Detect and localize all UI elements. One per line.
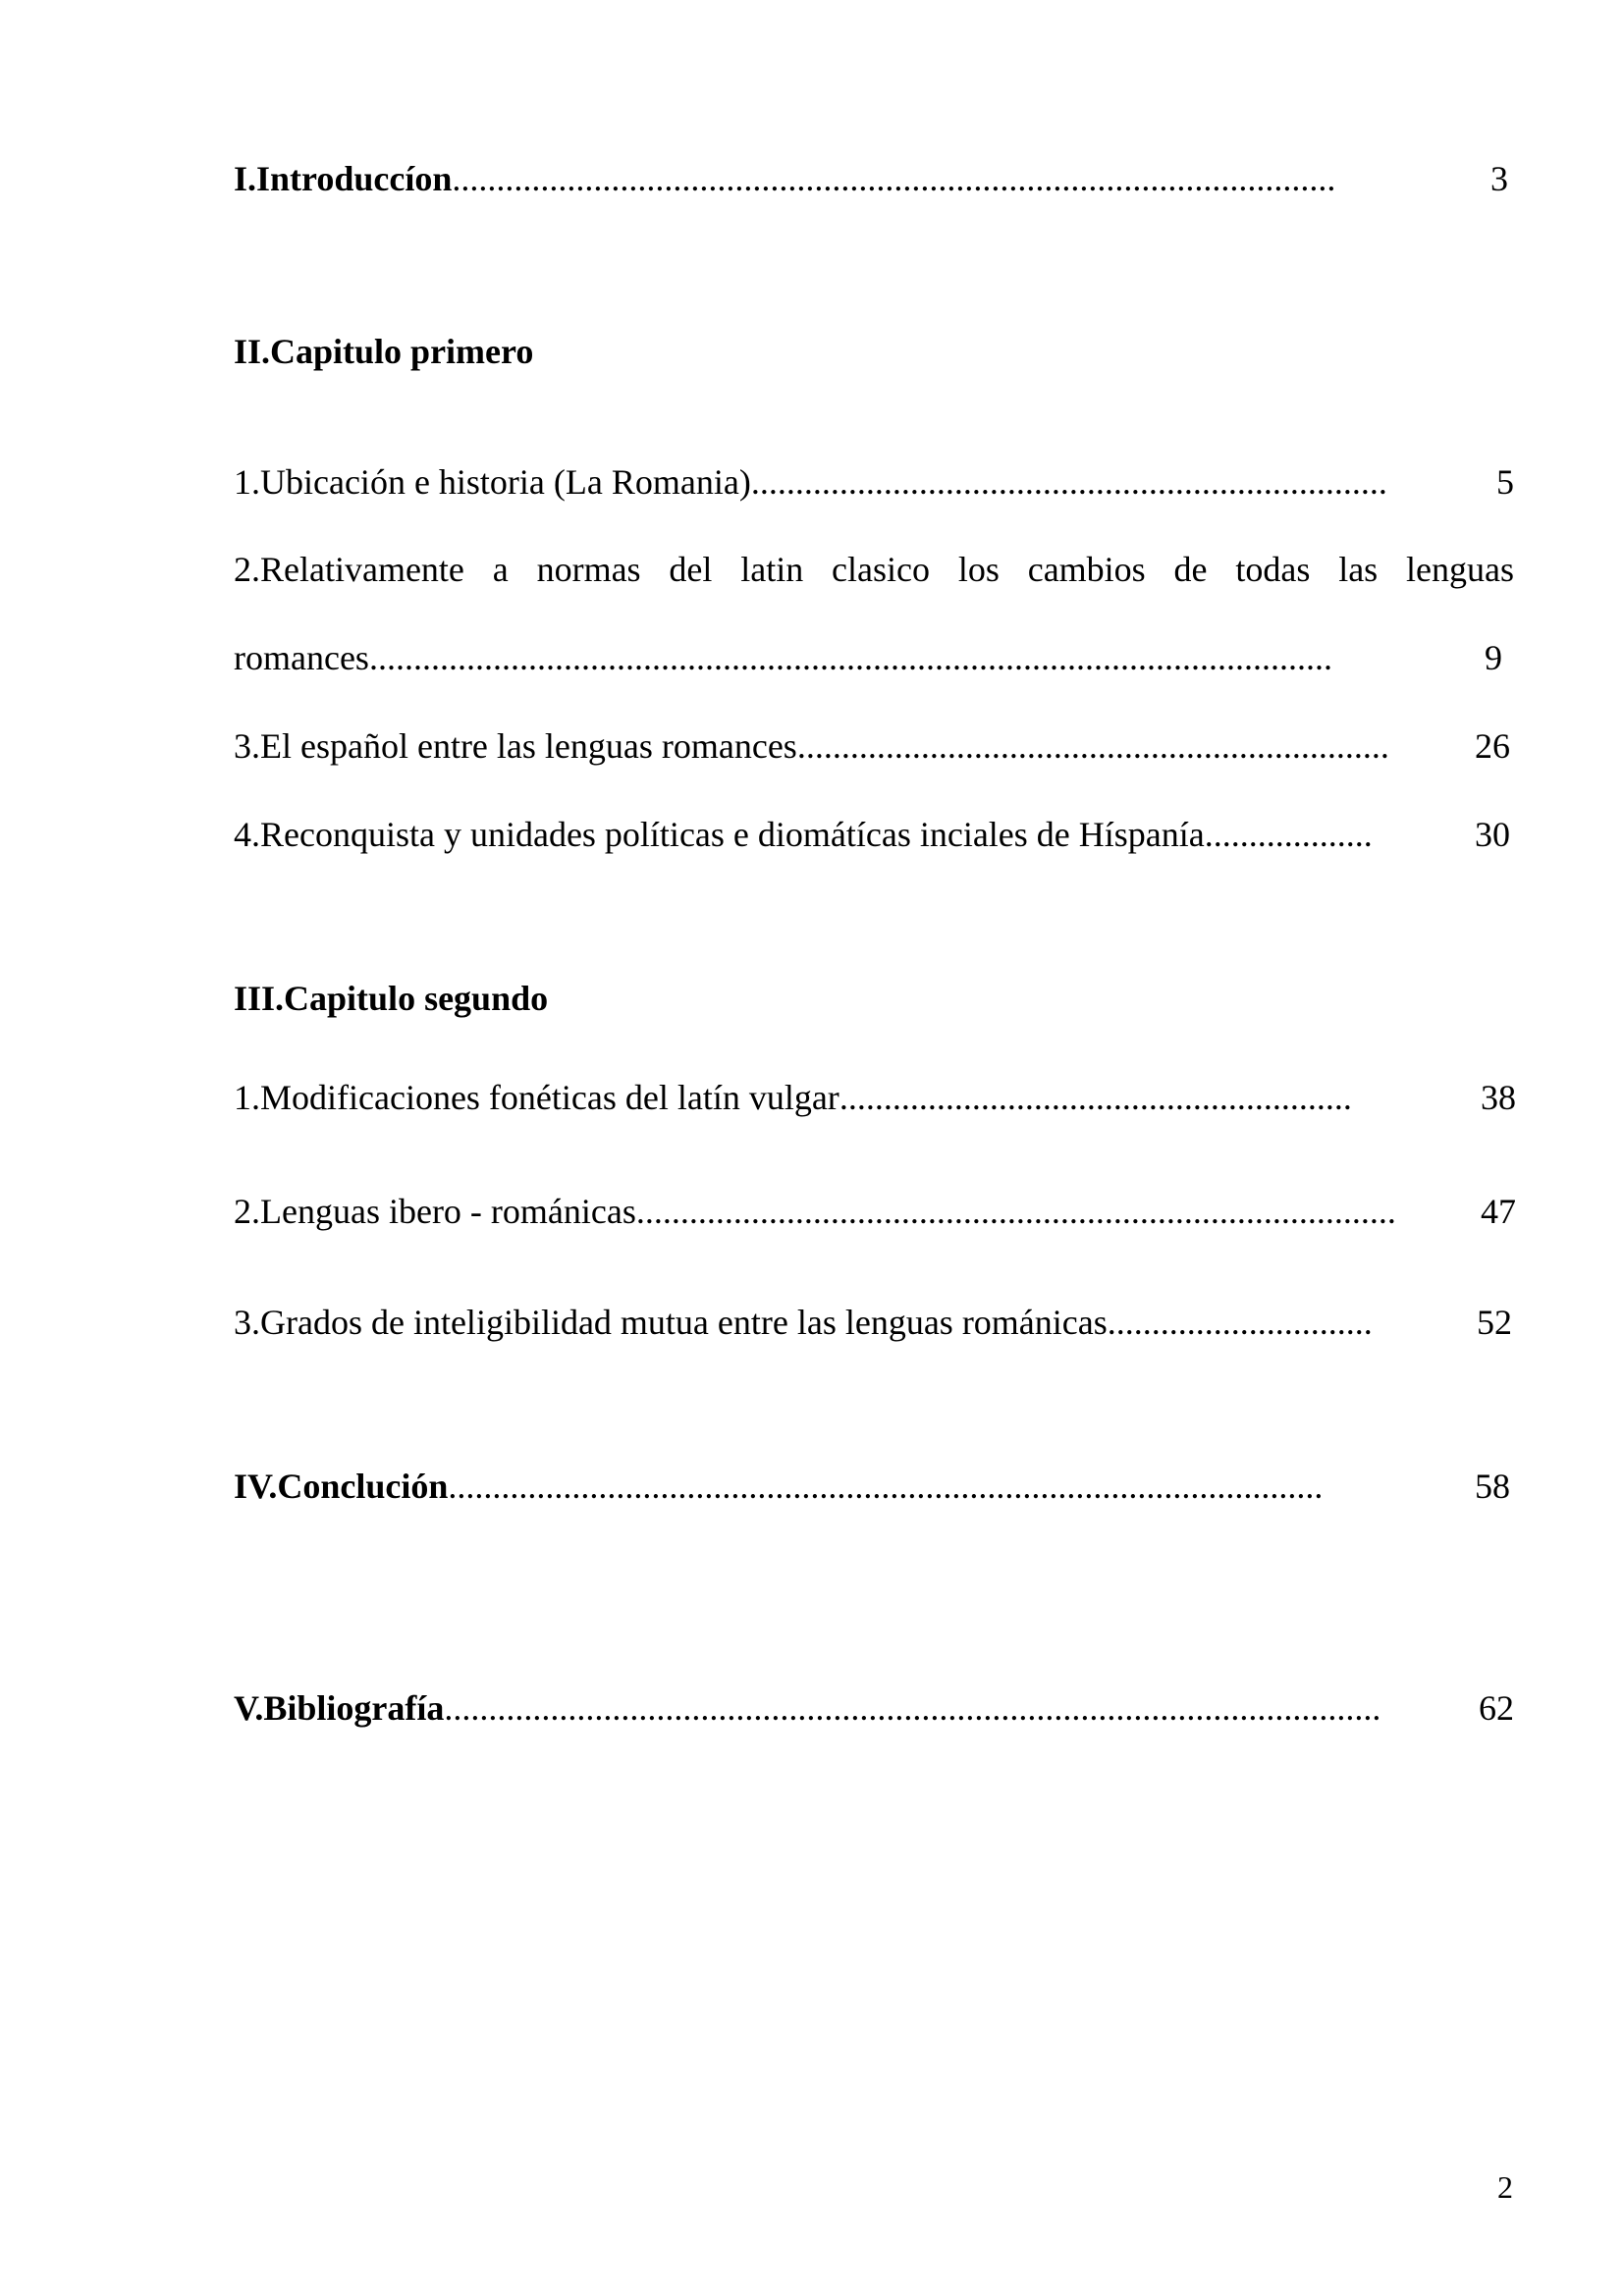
- toc-entry-label: romances: [234, 638, 369, 677]
- toc-entry-grados: [234, 1301, 1512, 1344]
- toc-entry-label: IV.Conclución: [234, 1467, 449, 1506]
- toc-dot-leader: ...................................................................................................: [448, 1467, 1324, 1506]
- toc-entry-label: 3.Grados de inteligibilidad mutua entre las lenguas románicas: [234, 1303, 1108, 1342]
- toc-dot-leader: ....................................................................................................: [452, 159, 1336, 198]
- toc-entry-relativamente-line2: [234, 636, 1502, 679]
- toc-dot-leader: ..............................: [1107, 1303, 1373, 1342]
- toc-entry-label: 4.Reconquista y unidades políticas e diomátícas inciales de Híspanía: [234, 815, 1205, 854]
- toc-entry-label: 2.Lenguas ibero - románicas: [234, 1192, 636, 1231]
- toc-entry-introduccion: [234, 157, 1508, 200]
- toc-page-number: 30: [1475, 815, 1510, 854]
- toc-page-number: 9: [1485, 638, 1502, 677]
- toc-page-number: 38: [1481, 1078, 1516, 1117]
- toc-entry-conclucion: [234, 1465, 1510, 1508]
- toc-page-number: 26: [1475, 726, 1510, 766]
- toc-page-number: 62: [1479, 1688, 1514, 1728]
- toc-entry-lenguas-ibero: [234, 1190, 1516, 1233]
- toc-entry-espanol: [234, 724, 1510, 768]
- toc-page-number: 47: [1481, 1192, 1516, 1231]
- toc-dot-leader: ..........................................................................................................: [444, 1688, 1381, 1728]
- toc-entry-ubicacion: [234, 460, 1514, 504]
- toc-dot-leader: ...................................................................: [796, 726, 1389, 766]
- toc-entry-bibliografia: [234, 1686, 1514, 1730]
- toc-entry-label: 1.Modificaciones fonéticas del latín vulgar: [234, 1078, 839, 1117]
- toc-page-number: 5: [1496, 462, 1514, 502]
- toc-dot-leader: ........................................................................: [750, 462, 1387, 502]
- toc-heading-capitulo-segundo: III.Capitulo segundo: [234, 979, 549, 1018]
- page-number: 2: [1497, 2169, 1513, 2205]
- toc-dot-leader: .............................................................................................................: [368, 638, 1332, 677]
- toc-dot-leader: ..........................................................: [839, 1078, 1352, 1117]
- toc-entry-relativamente-line1: 2.Relativamente a normas del latin clasico los cambios de todas las lenguas: [234, 550, 1514, 589]
- toc-entry-reconquista: [234, 813, 1510, 856]
- toc-heading-capitulo-primero: II.Capitulo primero: [234, 332, 534, 371]
- toc-dot-leader: ......................................................................................: [635, 1192, 1396, 1231]
- toc-page-number: 3: [1490, 159, 1508, 198]
- toc-entry-label: V.Bibliografía: [234, 1688, 445, 1728]
- toc-entry-modificaciones: [234, 1076, 1516, 1119]
- toc-page-number: 58: [1475, 1467, 1510, 1506]
- toc-entry-label: I.Introduccíon: [234, 159, 453, 198]
- toc-dot-leader: ...................: [1204, 815, 1373, 854]
- toc-entry-label: 1.Ubicación e historia (La Romania): [234, 462, 751, 502]
- toc-entry-label: 3.El español entre las lenguas romances: [234, 726, 797, 766]
- toc-page-number: 52: [1477, 1303, 1512, 1342]
